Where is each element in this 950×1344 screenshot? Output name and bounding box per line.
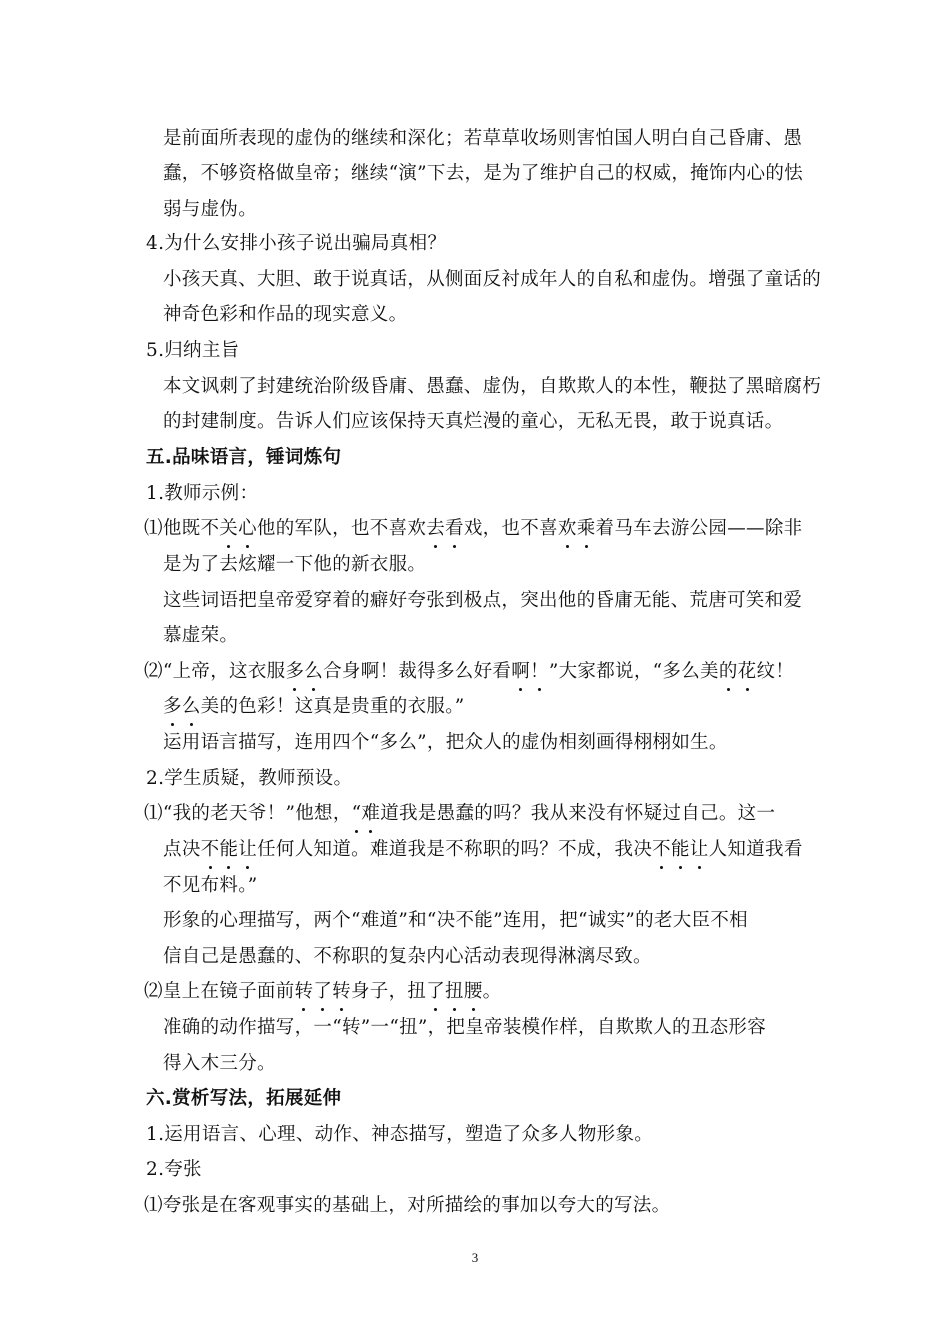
paragraph-line: 弱与虚伪。 (163, 199, 258, 220)
quote-line: 不见布料。” (163, 875, 258, 896)
paragraph-line: 小孩天真、大胆、敢于说真话，从侧面反衬成年人的自私和虚伪。增强了童话的 (163, 269, 822, 290)
emphasis-char: 关 (219, 518, 239, 539)
emphasis-char: 了 (426, 981, 445, 1002)
sub-heading: 2.学生质疑，教师预设。 (146, 768, 353, 789)
quote-line: ⑵“上帝，这衣服多么合身啊！裁得多么好看啊！”大家都说，“多么美的花纹！ (144, 661, 795, 682)
paragraph-line: 慕虚荣。 (163, 625, 239, 646)
paragraph-line: 信自己是愚蠢的、不称职的复杂内心活动表现得淋漓尽致。 (163, 946, 652, 967)
paragraph-line: 蠢，不够资格做皇帝；继续“演”下去，是为了维护自己的权威，掩饰内心的怯 (163, 163, 803, 184)
quote-line: ⑴“我的老天爷！”他想，“难道我是愚蠢的吗？我从来没有怀疑过自己。这一 (144, 803, 776, 824)
emphasis-char: “ (351, 803, 362, 824)
emphasis-char: 不 (652, 839, 671, 860)
question-heading: 5.归纳主旨 (146, 340, 240, 361)
emphasis-char: 腰 (463, 981, 483, 1002)
paragraph-line: 准确的动作描写，一“转”一“扭”，把皇帝装模作样，自欺欺人的丑态形容 (163, 1017, 767, 1038)
emphasis-char: 么 (181, 696, 201, 717)
emphasis-char: 转 (332, 981, 351, 1002)
section-heading: 六.赏析写法，拓展延伸 (146, 1088, 342, 1109)
paragraph-line: 运用语言描写，连用四个“多么”，把众人的虚伪相刻画得栩栩如生。 (163, 732, 728, 753)
paragraph-line: 神奇色彩和作品的现实意义。 (163, 304, 408, 325)
quote-line: 是为了去炫耀一下他的新衣服。 (163, 554, 427, 575)
emphasis-char: 让 (689, 839, 709, 860)
paragraph-line: ⑴夸张是在客观事实的基础上，对所描绘的事加以夸大的写法。 (144, 1195, 671, 1216)
emphasis-char: ！ (530, 661, 549, 682)
emphasis-char: 乘 (576, 518, 596, 539)
sub-heading: 1.运用语言、心理、动作、神态描写，塑造了众多人物形象。 (146, 1124, 654, 1145)
emphasis-char: 多 (163, 696, 182, 717)
question-heading: 4.为什么安排小孩子说出骗局真相？ (146, 233, 447, 254)
emphasis-char: 去 (426, 518, 445, 539)
emphasis-char: 多 (285, 661, 305, 682)
sub-heading: 1.教师示例： (146, 483, 259, 504)
section-heading: 五.品味语言，锤词炼句 (146, 447, 342, 468)
emphasis-char: 让 (238, 839, 258, 860)
emphasis-char: 么 (304, 661, 324, 682)
emphasis-char: 能 (670, 839, 690, 860)
page-number: 3 (471, 1250, 479, 1265)
emphasis-char: 能 (219, 839, 239, 860)
emphasis-char: 的 (718, 661, 738, 682)
quote-line: ⑵皇上在镜子面前转了转身子，扭了扭腰。 (144, 981, 502, 1002)
quote-line: 点决不能让任何人知道。难道我是不称职的吗？不成，我决不能让人知道我看 (163, 839, 803, 860)
paragraph-line: 这些词语把皇帝爱穿着的癖好夸张到极点，突出他的昏庸无能、荒唐可笑和爱 (163, 590, 803, 611)
quote-line: ⑴他既不关心他的军队，也不喜欢去看戏，也不喜欢乘着马车去游公园——除非 (144, 518, 803, 539)
paragraph-line: 本文讽刺了封建统治阶级昏庸、愚蠢、虚伪，自欺欺人的本性，鞭挞了黑暗腐朽 (163, 376, 822, 397)
emphasis-char: 看 (445, 518, 464, 539)
emphasis-char: 难 (361, 803, 381, 824)
emphasis-char: 扭 (445, 981, 464, 1002)
emphasis-char: 啊 (511, 661, 531, 682)
quote-line: 多么美的色彩！这真是贵重的衣服。” (163, 696, 465, 717)
emphasis-char: 不 (200, 839, 220, 860)
emphasis-char: 心 (238, 518, 257, 539)
emphasis-char: 转 (294, 981, 314, 1002)
emphasis-char: 花 (737, 661, 757, 682)
emphasis-char: 欢 (557, 518, 577, 539)
paragraph-line: 得入木三分。 (163, 1053, 276, 1074)
sub-heading: 2.夸张 (146, 1159, 202, 1180)
paragraph-line: 形象的心理描写，两个“难道”和“决不能”连用，把“诚实”的老大臣不相 (163, 910, 748, 931)
paragraph-line: 是前面所表现的虚伪的继续和深化；若草草收场则害怕国人明白自己昏庸、愚 (163, 128, 803, 149)
emphasis-char: 了 (313, 981, 333, 1002)
paragraph-line: 的封建制度。告诉人们应该保持天真烂漫的童心，无私无畏，敢于说真话。 (163, 411, 784, 432)
